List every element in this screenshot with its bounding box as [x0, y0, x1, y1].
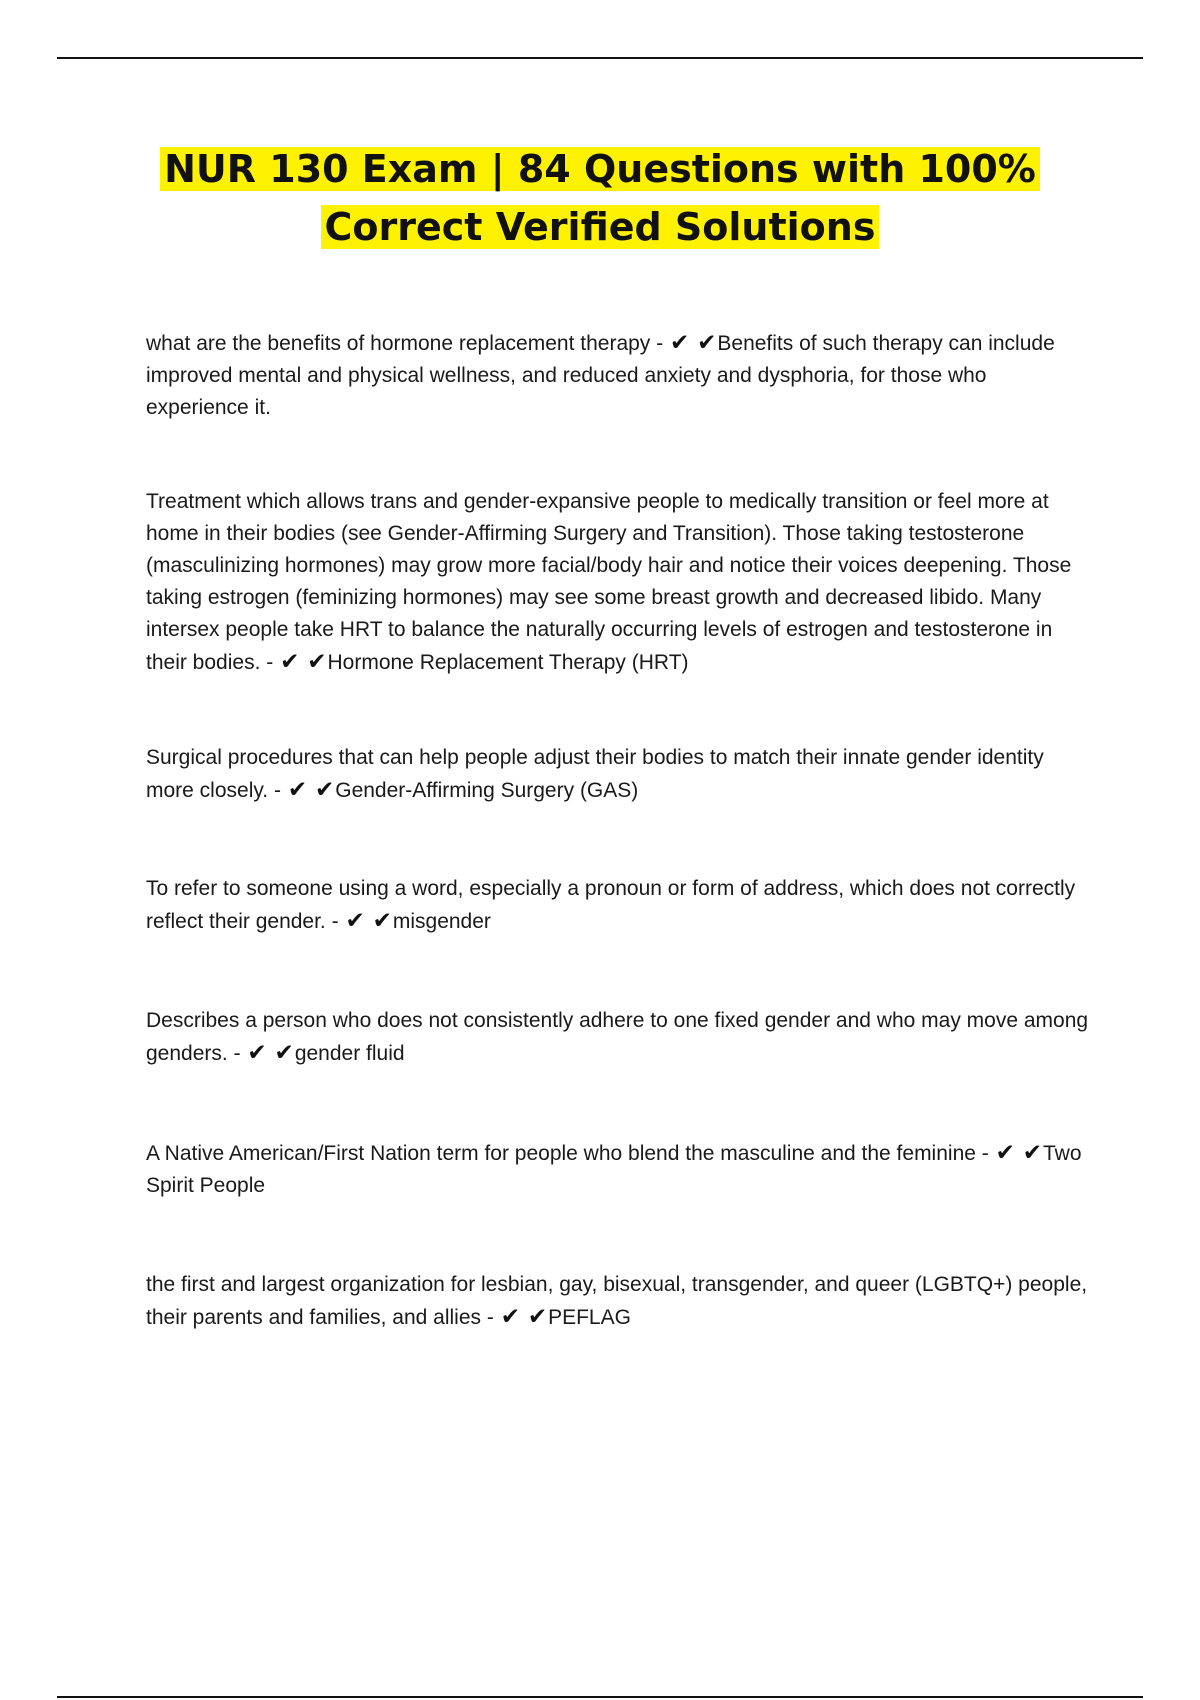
qa-item: [146, 1269, 1091, 1334]
checkmark-icon: ✔: [1022, 1140, 1043, 1166]
checkmark-icon: ✔: [287, 777, 308, 803]
separator: -: [975, 1142, 995, 1165]
checkmark-icon: ✔: [274, 1040, 294, 1066]
checkmark-icon: ✔: [372, 908, 392, 934]
qa-item: [146, 486, 1091, 679]
bottom-divider: [57, 1696, 1143, 1698]
question-text: what are the benefits of hormone replacement therapy: [146, 332, 651, 355]
separator: -: [325, 910, 345, 933]
checkmark-icon: ✔: [307, 649, 327, 675]
qa-item: [146, 742, 1091, 807]
qa-list: [146, 327, 1091, 1334]
separator: -: [481, 1306, 500, 1329]
checkmark-icon: ✔: [669, 330, 690, 356]
answer-text: misgender: [392, 910, 491, 933]
question-text: To refer to someone using a word, especially a pronoun or form of address, which does not correctly reflect their gender.: [146, 877, 1076, 933]
checkmark-icon: ✔: [995, 1140, 1015, 1166]
answer-text: PEFLAG: [548, 1306, 631, 1329]
answer-text: Two Spirit People: [146, 1142, 1082, 1197]
question-text: the first and largest organization for lesbian, gay, bisexual, transgender, and queer (LGBTQ+) people, their parents and families, and allies: [146, 1273, 1088, 1329]
checkmark-icon: ✔: [314, 777, 335, 803]
qa-item: [146, 1005, 1091, 1070]
checkmark-icon: ✔: [280, 649, 300, 675]
title-block: [100, 140, 1100, 256]
checkmark-icon: ✔: [247, 1040, 267, 1066]
question-text: Treatment which allows trans and gender-expansive people to medically transition or feel more at home in their bodies (see Gender-Affirming Surgery and Transition). Those taking testosterone (masculinizing hormones) may grow more facial/body hair and notice their voices deepening. Those taking estrogen (feminizing hormones) may see some breast growth and decreased libido. Many intersex people take HRT to balance the naturally occurring levels of estrogen and testosterone in their bodies.: [146, 490, 1072, 674]
top-divider: [57, 57, 1143, 59]
qa-item: [146, 873, 1091, 938]
separator: -: [227, 1042, 247, 1065]
separator: -: [260, 651, 280, 674]
answer-text: Gender-Affirming Surgery (GAS): [335, 779, 639, 802]
question-text: Describes a person who does not consistently adhere to one fixed gender and who may move among genders.: [146, 1009, 1089, 1065]
checkmark-icon: ✔: [500, 1304, 520, 1330]
separator: -: [268, 779, 287, 802]
question-text: Surgical procedures that can help people adjust their bodies to match their innate gender identity more closely.: [146, 746, 1044, 802]
answer-text: Hormone Replacement Therapy (HRT): [327, 651, 689, 674]
qa-item: [146, 327, 1091, 424]
checkmark-icon: ✔: [527, 1304, 548, 1330]
answer-text: Benefits of such therapy can include improved mental and physical wellness, and reduced anxiety and dysphoria, for those who experience it.: [146, 332, 1055, 419]
answer-text: gender fluid: [294, 1042, 405, 1065]
separator: -: [650, 332, 669, 355]
checkmark-icon: ✔: [697, 330, 717, 356]
question-text: A Native American/First Nation term for people who blend the masculine and the feminine: [146, 1142, 976, 1165]
page-title: NUR 130 Exam | 84 Questions with 100% Correct Verified Solutions: [160, 147, 1040, 249]
qa-item: [146, 1137, 1091, 1202]
checkmark-icon: ✔: [345, 908, 365, 934]
